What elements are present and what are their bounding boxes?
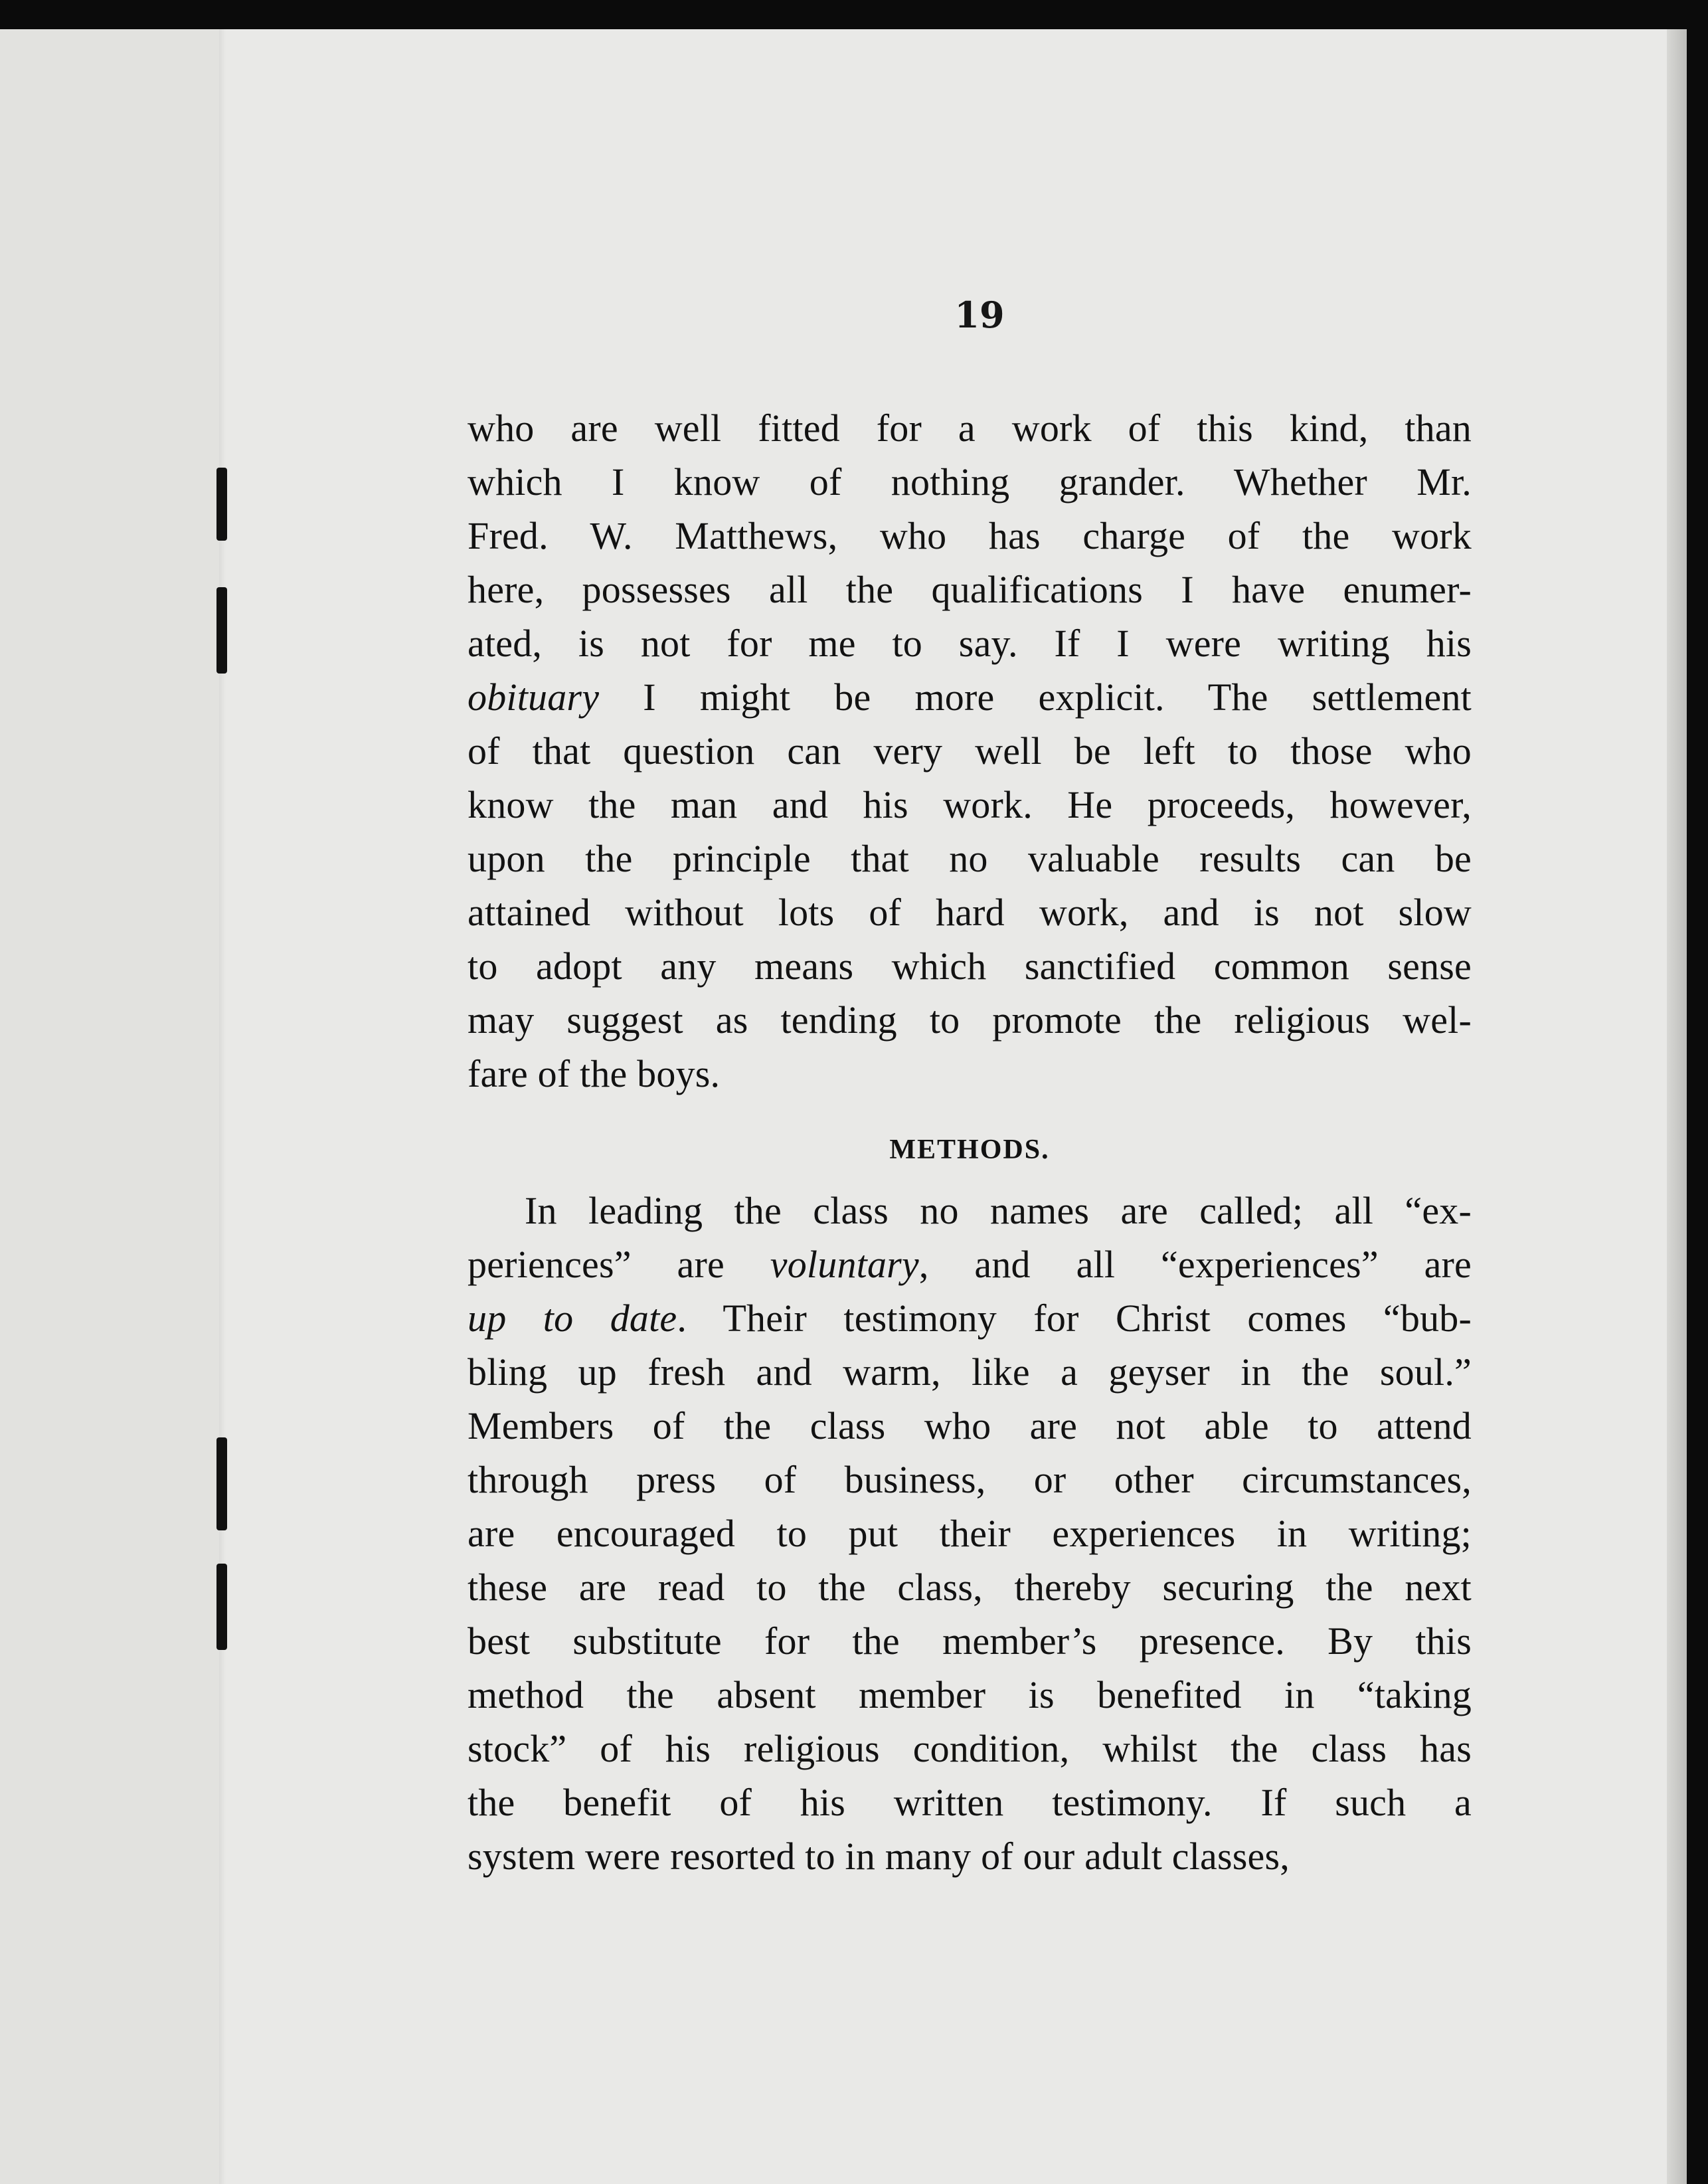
binding-stitch-4 bbox=[216, 1564, 227, 1650]
text-line: which I know of nothing grander. Whether Mr. bbox=[468, 460, 1472, 503]
text-line: bling up fresh and warm, like a geyser in the soul.” bbox=[468, 1350, 1472, 1394]
text-line: system were resorted to in many of our adult classes, bbox=[468, 1835, 1290, 1878]
text-line: through press of business, or other circumstances, bbox=[468, 1458, 1472, 1501]
text-line: are encouraged to put their experiences in writing; bbox=[468, 1512, 1472, 1555]
text-segment: periences” are bbox=[468, 1243, 770, 1286]
text-line: best substitute for the member’s presence. By this bbox=[468, 1619, 1472, 1663]
italic-text: obituary bbox=[468, 676, 600, 719]
binding-stitch-3 bbox=[216, 1437, 227, 1530]
binding-stitch-1 bbox=[216, 468, 227, 541]
body-text bbox=[468, 401, 1472, 1883]
text-segment: , and all “experiences” are bbox=[918, 1243, 1472, 1286]
text-line: here, possesses all the qualifications I have enumer- bbox=[468, 568, 1472, 611]
text-line: stock” of his religious condition, whilst the class has bbox=[468, 1727, 1472, 1770]
paragraph-1 bbox=[468, 401, 1472, 1101]
paragraph-2 bbox=[468, 1184, 1472, 1883]
text-line: the benefit of his written testimony. If such a bbox=[468, 1781, 1472, 1824]
text-segment: I might be more explicit. The settlement bbox=[599, 676, 1472, 719]
binding-stitch-2 bbox=[216, 587, 227, 674]
text-line: may suggest as tending to promote the religious wel- bbox=[468, 998, 1472, 1042]
text-line: fare of the boys. bbox=[468, 1052, 721, 1095]
text-line: Fred. W. Matthews, who has charge of the work bbox=[468, 514, 1472, 557]
text-line: Members of the class who are not able to attend bbox=[468, 1404, 1472, 1447]
text-line: In leading the class no names are called; all “ex- bbox=[525, 1189, 1472, 1232]
text-line bbox=[468, 670, 1472, 724]
text-line bbox=[468, 1291, 1472, 1345]
section-heading: METHODS. bbox=[889, 1135, 1050, 1165]
binding-shadow bbox=[219, 29, 226, 2184]
page-number: 19 bbox=[954, 294, 1005, 336]
text-line: know the man and his work. He proceeds, however, bbox=[468, 783, 1472, 826]
text-segment: . Their testimony for Christ comes “bub- bbox=[677, 1297, 1472, 1340]
italic-text: voluntary bbox=[770, 1243, 919, 1286]
page-edge-shadow bbox=[1667, 29, 1687, 2184]
text-line: attained without lots of hard work, and is not slow bbox=[468, 891, 1472, 934]
binding-margin bbox=[0, 29, 219, 2184]
text-line: of that question can very well be left to those who bbox=[468, 729, 1472, 773]
book-page bbox=[0, 29, 1687, 2184]
text-line: to adopt any means which sanctified common sense bbox=[468, 945, 1472, 988]
italic-text: up to date bbox=[468, 1297, 677, 1340]
text-line bbox=[468, 1237, 1472, 1291]
text-line: method the absent member is benefited in “taking bbox=[468, 1673, 1472, 1716]
text-line: upon the principle that no valuable results can be bbox=[468, 837, 1472, 880]
text-line: who are well fitted for a work of this kind, than bbox=[468, 407, 1472, 450]
text-line: ated, is not for me to say. If I were writing his bbox=[468, 622, 1472, 665]
text-line: these are read to the class, thereby securing the next bbox=[468, 1566, 1472, 1609]
